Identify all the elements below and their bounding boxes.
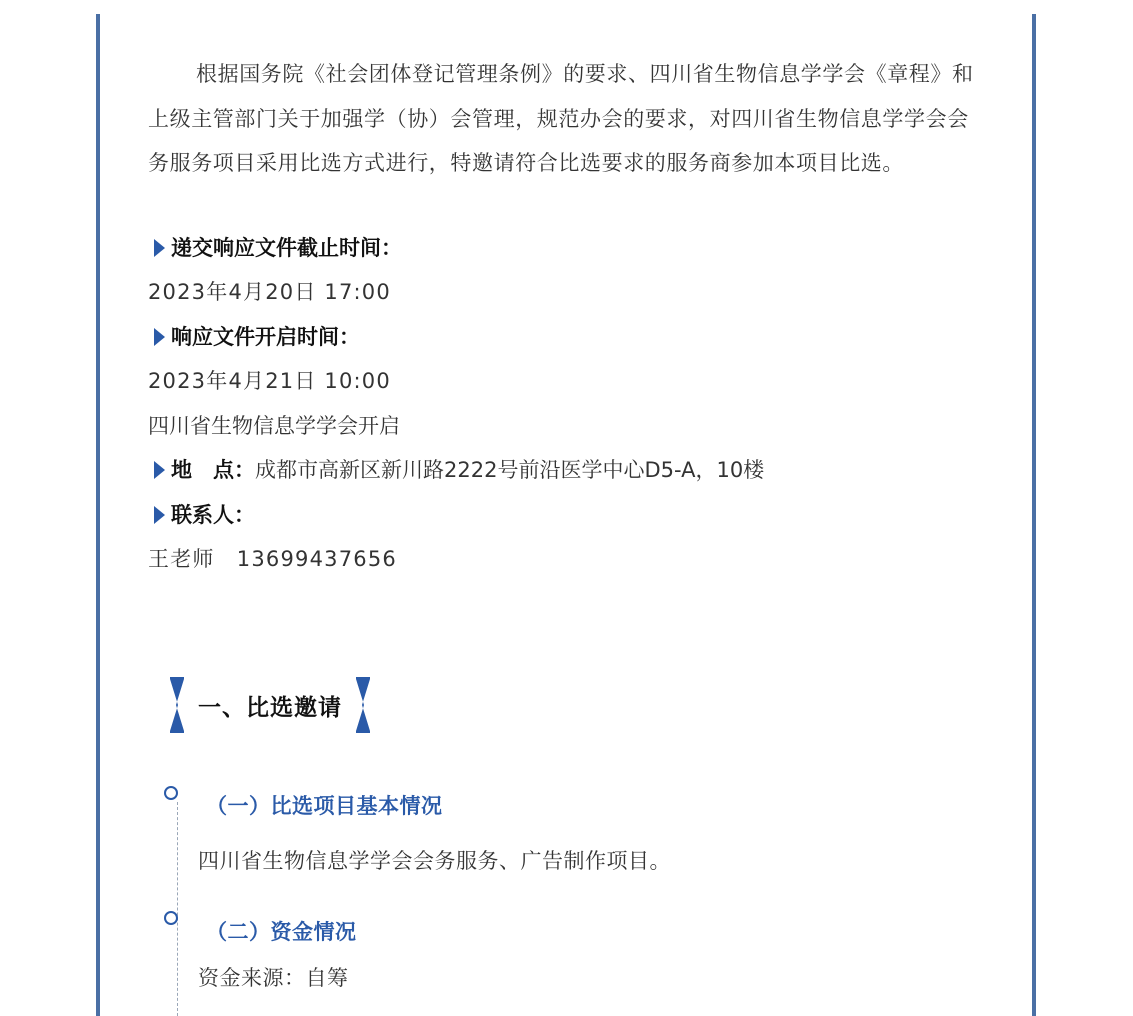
left-bracket-icon [170, 677, 184, 733]
timeline-dotted-line [177, 802, 178, 1016]
article-content [148, 52, 978, 582]
timeline-ring-icon [164, 786, 178, 800]
right-bracket-icon [356, 677, 370, 733]
deadline-label: 递交响应文件截止时间： [171, 235, 402, 260]
section-heading [170, 677, 370, 733]
contact-label-line [148, 493, 978, 538]
deadline-value: 2023年4月20日 17:00 [148, 280, 391, 304]
sub-body-1: 四川省生物信息学学会会务服务、广告制作项目。 [198, 849, 671, 873]
sub-body-2: 资金来源：自筹 [198, 966, 349, 990]
triangle-bullet-icon [154, 461, 165, 479]
open-value: 2023年4月21日 10:00 [148, 369, 391, 393]
info-block [148, 226, 978, 582]
contact-label: 联系人： [171, 502, 255, 527]
timeline-ring-icon [164, 911, 178, 925]
intro-paragraph: 根据国务院《社会团体登记管理条例》的要求、四川省生物信息学学会《章程》和上级主管部门关于加强学（协）会管理，规范办会的要求，对四川省生物信息学学会会务服务项目采用比选方式进行，特邀请符合比选要求的服务商参加本项目比选。 [148, 62, 974, 175]
location-line [148, 448, 978, 493]
triangle-bullet-icon [154, 506, 165, 524]
open-host: 四川省生物信息学学会开启 [148, 413, 400, 438]
left-frame-line [96, 14, 100, 1016]
triangle-bullet-icon [154, 239, 165, 257]
contact-value: 王老师 13699437656 [148, 547, 397, 571]
sub-heading-2: （二）资金情况 [206, 920, 357, 944]
triangle-bullet-icon [154, 328, 165, 346]
location-value: 成都市高新区新川路2222号前沿医学中心D5-A，10楼 [255, 458, 765, 482]
open-label-line [148, 315, 978, 360]
sub-heading-1: （一）比选项目基本情况 [206, 794, 443, 818]
section-title: 一、比选邀请 [198, 694, 342, 721]
location-label: 地 点： [171, 458, 255, 482]
open-label: 响应文件开启时间： [171, 324, 360, 349]
right-frame-line [1032, 14, 1036, 1016]
timeline [162, 784, 962, 1016]
deadline-label-line [148, 226, 978, 271]
